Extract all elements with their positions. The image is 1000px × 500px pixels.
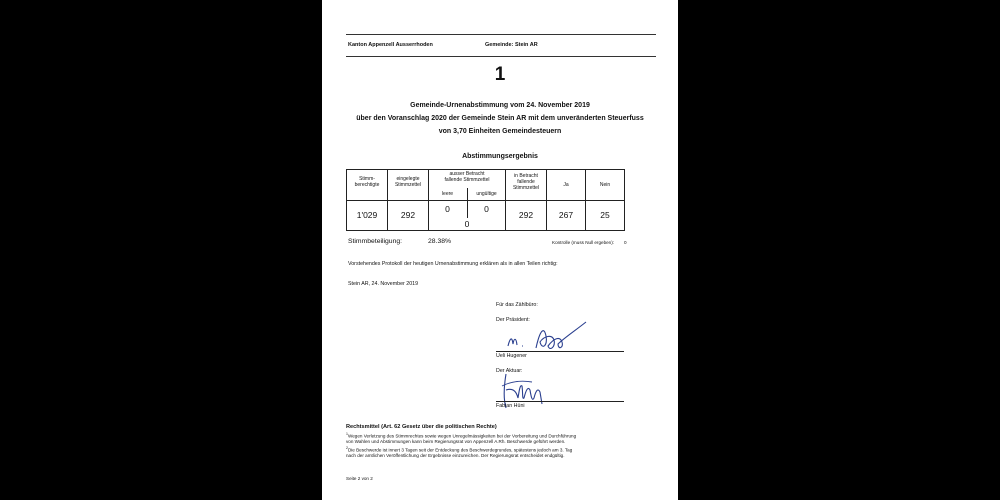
actuary-label: Der Aktuar: bbox=[496, 368, 523, 374]
control-value: 0 bbox=[624, 240, 627, 245]
president-signature-line bbox=[496, 351, 624, 352]
th-ungueltige: ungültige bbox=[476, 191, 497, 197]
legal-note-1-line-1: $^1$Wegen Verletzung des Stimmrechtes sowie wegen Unregelmässigkeiten bei der Vorbereitung und Durchführung bbox=[346, 432, 577, 439]
document-page bbox=[322, 0, 678, 500]
val-ausser-total: 0 bbox=[464, 219, 470, 229]
title-line-3: von 3,70 Einheiten Gemeindesteuern bbox=[438, 128, 562, 135]
th-ausser-betracht: ausser Betracht fallende Stimmzettel bbox=[444, 171, 490, 183]
table-row-divider bbox=[346, 200, 625, 201]
control-label: Kontrolle (muss Null ergeben): bbox=[552, 240, 615, 245]
header-top-rule bbox=[346, 34, 656, 35]
place-date: Stein AR, 24. November 2019 bbox=[348, 281, 419, 287]
legal-note-1-line-2: von Wahlen und Abstimmungen kann beim Regierungsrat von Appenzell A.Rh. Beschwerde geführt werden. bbox=[346, 439, 566, 444]
declaration-text: Vorstehendes Protokoll der heutigen Urnenabstimmung erklären als in allen Teilen richtig: bbox=[348, 261, 558, 267]
title-line-1: Gemeinde-Urnenabstimmung vom 24. November 2019 bbox=[410, 102, 590, 109]
result-heading: Abstimmungsergebnis bbox=[462, 153, 538, 160]
page-footer: Seite 2 von 2 bbox=[346, 476, 373, 481]
legal-note-2-line-1: $^2$Die Beschwerde ist innert 3 Tagen seit der Entdeckung des Beschwerdegrundes, spätestens jedoch am 3. Tag bbox=[346, 446, 573, 453]
document-number: 1 bbox=[494, 64, 506, 85]
municipality-label: Gemeinde: Stein AR bbox=[485, 42, 538, 48]
president-name: Ueli Hugener bbox=[496, 353, 527, 359]
president-label: Der Präsident: bbox=[496, 317, 530, 323]
turnout-value: 28.38% bbox=[428, 238, 452, 245]
th-eingelegte: eingelegte Stimmzettel bbox=[394, 176, 422, 188]
title-line-2: über den Voranschlag 2020 der Gemeinde Stein AR mit dem unveränderten Steuerfuss bbox=[356, 115, 644, 122]
th-ja: Ja bbox=[563, 182, 569, 188]
header-bottom-rule bbox=[346, 56, 656, 57]
val-nein: 25 bbox=[600, 210, 610, 220]
th-stimmberechtigte: Stimm- berechtigte bbox=[354, 176, 380, 188]
actuary-name: Fabian Hüni bbox=[496, 403, 525, 409]
val-in-betracht: 292 bbox=[518, 210, 534, 220]
th-in-betracht: in Betracht fallende Stimmzettel bbox=[512, 173, 540, 191]
counting-office-label: Für das Zählbüro: bbox=[496, 302, 538, 308]
val-ungueltige: 0 bbox=[484, 204, 489, 214]
legal-heading: Rechtsmittel (Art. 62 Gesetz über die politischen Rechte) bbox=[346, 424, 497, 430]
legal-note-2-line-2: nach der amtlichen Veröffentlichung der Ergebnisse einzureichen. Der Regierungsrat entscheidet endgültig. bbox=[346, 453, 565, 458]
actuary-signature-line bbox=[496, 401, 624, 402]
th-nein: Nein bbox=[599, 182, 611, 188]
canton-label: Kanton Appenzell Ausserrhoden bbox=[348, 42, 433, 48]
val-eingelegte: 292 bbox=[400, 210, 416, 220]
turnout-label: Stimmbeteiligung: bbox=[348, 238, 403, 245]
val-stimmberechtigte: 1'029 bbox=[356, 210, 378, 220]
val-ja: 267 bbox=[558, 210, 574, 220]
val-leere: 0 bbox=[445, 204, 450, 214]
th-leere: leere bbox=[441, 191, 454, 197]
